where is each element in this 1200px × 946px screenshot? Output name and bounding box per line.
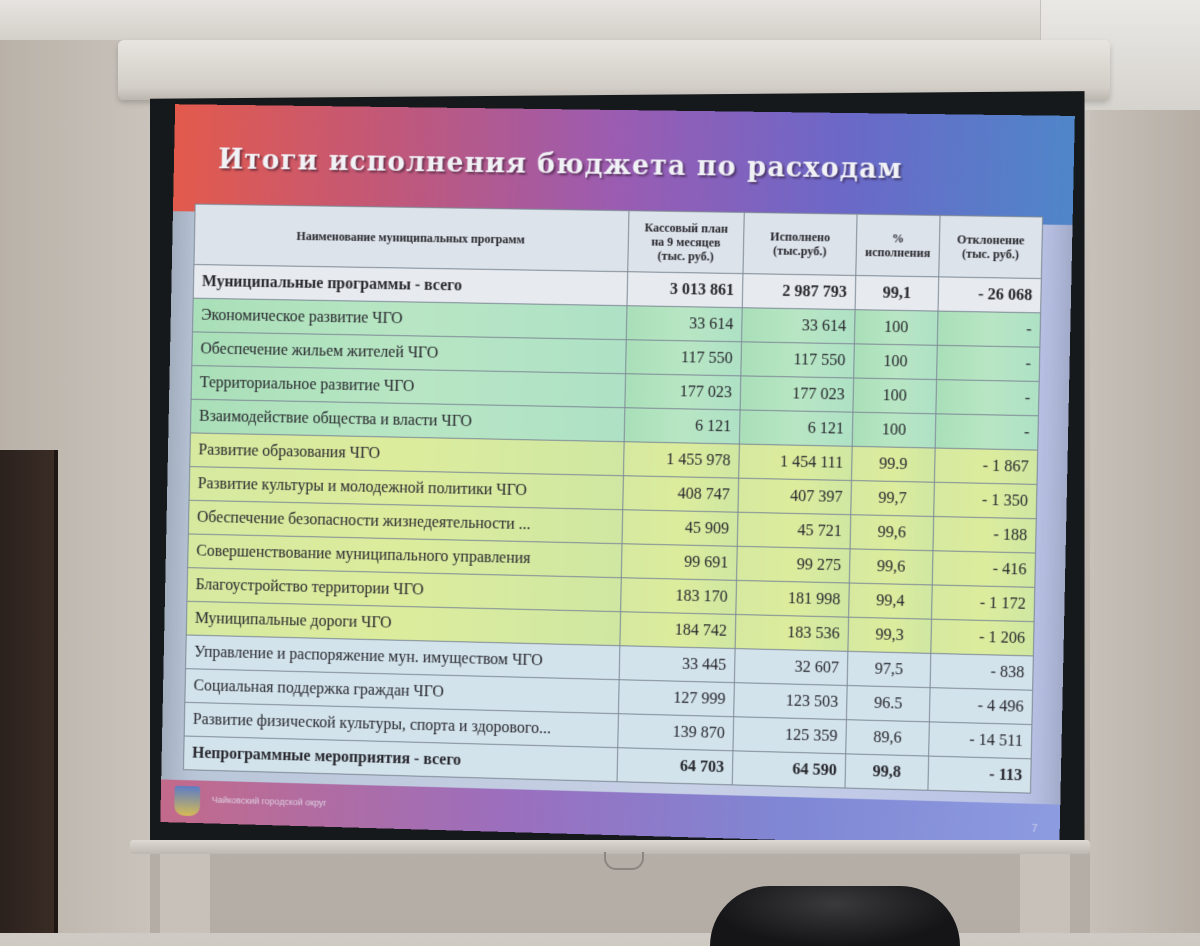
- cell-executed: 407 397: [738, 478, 852, 515]
- cell-plan: 33 614: [626, 306, 742, 342]
- cell-plan: 139 870: [618, 714, 734, 751]
- header-percent: % исполнения: [856, 214, 940, 277]
- cell-deviation: - 1 206: [931, 619, 1034, 656]
- cell-deviation: - 1 867: [934, 448, 1037, 484]
- budget-table: [183, 204, 1043, 794]
- cell-executed: 45 721: [737, 512, 851, 549]
- cell-name: Муниципальные дороги ЧГО: [186, 601, 620, 645]
- cell-plan: 45 909: [622, 510, 738, 547]
- cell-name: Обеспечение безопасности жизнедеятельности ...: [188, 500, 622, 543]
- cell-executed: 6 121: [739, 410, 853, 446]
- ceiling: [0, 0, 1200, 40]
- projector-screen-case: [118, 40, 1110, 100]
- cell-deviation: -: [937, 311, 1040, 347]
- header-deviation: Отклонение (тыс. руб.): [939, 215, 1043, 278]
- cell-percent: 100: [852, 412, 936, 448]
- cell-percent: 99,7: [851, 481, 935, 517]
- cell-percent: 100: [854, 344, 938, 380]
- cell-deviation: - 838: [930, 653, 1033, 690]
- cell-plan: 408 747: [623, 476, 739, 513]
- cell-percent: 97,5: [847, 651, 931, 687]
- chair-back: [710, 886, 960, 946]
- cell-executed: 117 550: [741, 342, 855, 378]
- cell-plan: 183 170: [621, 578, 737, 615]
- cell-name: Взаимодействие общества и власти ЧГО: [190, 399, 624, 441]
- cell-executed: 33 614: [742, 308, 856, 344]
- cell-percent: 89,6: [846, 720, 930, 756]
- cell-executed: 99 275: [737, 546, 851, 583]
- cell-name: Муниципальные программы - всего: [193, 265, 627, 306]
- cell-plan: 177 023: [625, 374, 741, 410]
- screen-pull-handle: [604, 852, 644, 870]
- cell-deviation: -: [936, 380, 1039, 416]
- cell-name: Совершенствование муниципального управления: [188, 534, 622, 578]
- cell-deviation: - 26 068: [938, 277, 1041, 313]
- header-program-name: Наименование муниципальных программ: [194, 204, 629, 272]
- cell-executed: 181 998: [736, 580, 850, 617]
- cell-name: Территориальное развитие ЧГО: [191, 366, 625, 408]
- cell-executed: 2 987 793: [742, 274, 856, 310]
- cell-deviation: - 113: [928, 756, 1031, 793]
- cell-executed: 1 454 111: [739, 444, 853, 480]
- cell-percent: 99,4: [849, 583, 933, 619]
- cell-name: Развитие образования ЧГО: [190, 433, 624, 476]
- cell-name: Непрограммные мероприятия - всего: [183, 736, 617, 782]
- slide-page-number: 7: [1031, 823, 1038, 836]
- cell-name: Благоустройство территории ЧГО: [187, 568, 621, 612]
- cell-plan: 99 691: [621, 544, 737, 581]
- projected-slide: [160, 104, 1075, 848]
- cell-executed: 125 359: [733, 717, 846, 754]
- cell-name: Обеспечение жильем жителей ЧГО: [192, 332, 626, 374]
- cell-name: Социальная поддержка граждан ЧГО: [185, 669, 619, 714]
- cell-name: Развитие физической культуры, спорта и здорового...: [184, 702, 618, 747]
- cell-deviation: - 1 350: [934, 482, 1037, 518]
- cell-plan: 117 550: [626, 340, 742, 376]
- cell-percent: 99,3: [848, 617, 932, 653]
- cell-deviation: - 416: [932, 551, 1035, 588]
- cell-percent: 99,1: [855, 275, 939, 311]
- cell-name: Развитие культуры и молодежной политики ЧГО: [189, 467, 623, 510]
- cell-plan: 6 121: [624, 408, 740, 444]
- wall-right: [1090, 110, 1200, 933]
- cell-percent: 99,8: [845, 754, 929, 790]
- cell-deviation: - 1 172: [932, 585, 1035, 622]
- cell-plan: 1 455 978: [623, 442, 739, 478]
- cell-percent: 99,6: [849, 549, 933, 585]
- cell-plan: 184 742: [620, 612, 736, 649]
- cell-name: Управление и распоряжение мун. имуществом ЧГО: [186, 635, 620, 680]
- cell-deviation: -: [937, 345, 1040, 381]
- cell-percent: 99.9: [851, 446, 935, 482]
- cell-executed: 123 503: [734, 683, 847, 720]
- coat-of-arms-emblem: [174, 786, 200, 816]
- cell-plan: 64 703: [617, 748, 733, 785]
- cell-percent: 99,6: [850, 515, 934, 551]
- cell-executed: 32 607: [734, 649, 847, 686]
- cell-deviation: - 14 511: [929, 722, 1032, 759]
- cell-percent: 96.5: [846, 686, 930, 722]
- cell-executed: 64 590: [732, 751, 845, 788]
- cell-deviation: -: [935, 414, 1038, 450]
- door: [0, 450, 58, 933]
- cell-percent: 100: [853, 378, 937, 414]
- header-cash-plan: Кассовый план на 9 месяцев (тыс. руб.): [628, 211, 745, 274]
- cell-plan: 33 445: [619, 646, 735, 683]
- cell-executed: 183 536: [735, 614, 848, 651]
- cell-executed: 177 023: [740, 376, 854, 412]
- header-executed: Исполнено (тыс.руб.): [743, 212, 857, 275]
- cell-name: Экономическое развитие ЧГО: [193, 298, 627, 340]
- cell-plan: 3 013 861: [627, 272, 743, 308]
- cell-plan: 127 999: [618, 680, 734, 717]
- cell-deviation: - 188: [933, 516, 1036, 553]
- footer-caption: Чайковский городской округ: [211, 794, 327, 808]
- cell-percent: 100: [854, 310, 938, 346]
- slide-title: Итоги исполнения бюджета по расходам: [217, 144, 903, 186]
- cell-deviation: - 4 496: [929, 688, 1032, 725]
